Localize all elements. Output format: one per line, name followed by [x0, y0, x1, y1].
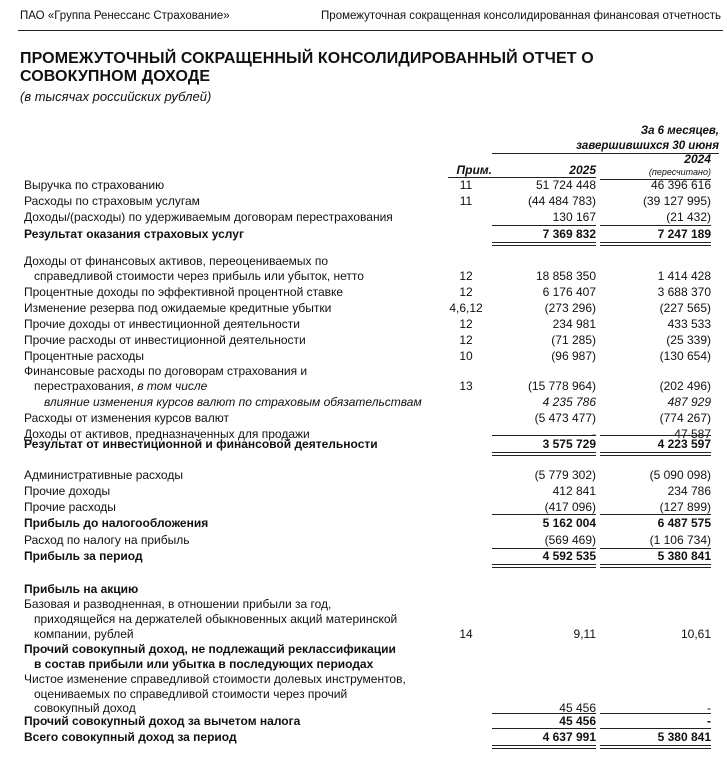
row-value-2024: 433 533 [667, 317, 711, 331]
row-value-2024: 1 414 428 [657, 269, 711, 283]
note-column-header: Прим. [448, 163, 492, 178]
units-subtitle: (в тысячах российских рублей) [20, 89, 212, 104]
row-value-2024: (130 654) [659, 349, 711, 363]
table-row-total [0, 730, 727, 746]
row-label: Прочий совокупный доход за вычетом налога [24, 714, 301, 728]
row-value-2024: - [707, 701, 711, 715]
row-label: Расход по налогу на прибыль [24, 533, 190, 547]
row-note: 12 [459, 269, 473, 283]
row-value-2024: 3 688 370 [657, 285, 711, 299]
row-value-2024: 4 223 597 [657, 437, 711, 451]
subtotal-rule [600, 435, 711, 436]
row-label: влияние изменения курсов валют по страховым обязательствам [44, 395, 422, 409]
row-value-2024: 5 380 841 [657, 730, 711, 744]
row-value-2025: 51 724 448 [535, 178, 596, 192]
row-label: Результат от инвестиционной и финансовой деятельности [24, 437, 378, 451]
row-label: оцениваемых по справедливой стоимости через прочий [34, 687, 348, 701]
row-value-2024: (202 496) [659, 379, 711, 393]
row-label: Прибыль до налогообложения [24, 516, 209, 530]
row-value-2024: 46 396 616 [650, 178, 711, 192]
row-value-2025: 4 592 535 [542, 549, 596, 563]
row-value-2025: 4 235 786 [542, 395, 596, 409]
row-note: 13 [459, 379, 473, 393]
year-2024-header [600, 153, 711, 180]
row-label: Прочие доходы [24, 484, 111, 498]
table-row-total [0, 437, 727, 453]
row-note: 4,6,12 [449, 301, 483, 315]
total-double-rule [600, 564, 711, 568]
row-label: Процентные расходы [24, 349, 145, 363]
row-label: Изменение резерва под ожидаемые кредитные убытки [24, 301, 332, 315]
row-note: 12 [459, 285, 473, 299]
row-label: Базовая и разводненная, в отношении прибыли за год, [24, 597, 332, 611]
subtotal-rule [492, 225, 596, 226]
row-label: Процентные доходы по эффективной процентной ставке [24, 285, 344, 299]
company-name: ПАО «Группа Ренессанс Страхование» [20, 10, 230, 22]
row-label: Выручка по страхованию [24, 178, 165, 192]
row-value-2024: 6 487 575 [657, 516, 711, 530]
row-value-2025: 5 162 004 [542, 516, 596, 530]
subtotal-rule [600, 514, 711, 515]
table-row [0, 194, 727, 210]
row-value-2025: 412 841 [552, 484, 596, 498]
total-double-rule [492, 242, 596, 246]
table-row [0, 254, 727, 270]
row-value-2024: (25 339) [666, 333, 711, 347]
row-label: Финансовые расходы по договорам страхования и [24, 364, 308, 378]
table-row [0, 411, 727, 427]
row-value-2025: (96 987) [551, 349, 596, 363]
row-label: Прибыль за период [24, 549, 143, 563]
row-note: 14 [459, 627, 473, 641]
row-label: Административные расходы [24, 468, 183, 482]
row-value-2025: 45 456 [559, 701, 596, 715]
row-label: Расходы по страховым услугам [24, 194, 200, 208]
table-row [0, 349, 727, 365]
table-row [0, 285, 727, 301]
row-label: Прибыль на акцию [24, 582, 139, 596]
row-value-2025: 9,11 [573, 627, 596, 641]
row-label: справедливой стоимости через прибыль или убыток, нетто [34, 269, 364, 283]
row-value-2024: 10,61 [680, 627, 711, 641]
header-rule [18, 30, 723, 31]
title-line-1: ПРОМЕЖУТОЧНЫЙ СОКРАЩЕННЫЙ КОНСОЛИДИРОВАННЫЙ ОТЧЕТ О [20, 50, 594, 67]
table-row [0, 364, 727, 380]
subtotal-rule [492, 435, 596, 436]
row-value-2024: 5 380 841 [657, 549, 711, 563]
row-value-2025: 6 176 407 [542, 285, 596, 299]
table-row [0, 533, 727, 549]
row-value-2025: 18 858 350 [535, 269, 596, 283]
year-2025-header: 2025 [492, 163, 596, 178]
table-row-section [0, 582, 727, 598]
table-row [0, 269, 727, 285]
row-note: 10 [459, 349, 473, 363]
table-row [0, 210, 727, 226]
row-value-2024: (774 267) [659, 411, 711, 425]
row-label [34, 379, 454, 393]
title-line-2: СОВОКУПНОМ ДОХОДЕ [20, 68, 211, 85]
total-double-rule [492, 745, 596, 749]
table-row [0, 612, 727, 628]
row-label: в состав прибыли или убытка в последующих периодах [34, 657, 374, 671]
row-label: Всего совокупный доход за период [24, 730, 237, 744]
row-label: Прочий совокупный доход, не подлежащий реклассификации [24, 642, 396, 656]
table-row-section [0, 642, 727, 658]
row-label: Чистое изменение справедливой стоимости долевых инструментов, [24, 672, 406, 686]
period-line-1: За 6 месяцев, [640, 125, 719, 137]
total-double-rule [600, 745, 711, 749]
row-label: Прочие доходы от инвестиционной деятельности [24, 317, 300, 331]
table-row [0, 468, 727, 484]
total-double-rule [600, 242, 711, 246]
table-row [0, 627, 727, 643]
row-value-2025: 130 167 [552, 210, 596, 224]
row-label: Прочие расходы от инвестиционной деятельности [24, 333, 306, 347]
row-value-2024: (127 899) [659, 500, 711, 514]
table-row [0, 484, 727, 500]
row-value-2025: 4 637 991 [542, 730, 596, 744]
row-value-2025: (15 778 964) [527, 379, 596, 393]
period-line-2: завершившихся 30 июня [576, 140, 719, 152]
row-note: 11 [459, 178, 473, 192]
total-double-rule [600, 452, 711, 456]
subtotal-rule [600, 225, 711, 226]
row-value-2025: 3 575 729 [542, 437, 596, 451]
row-value-2024: (21 432) [666, 210, 711, 224]
restated-label: (пересчитано) [648, 167, 711, 177]
table-row-total [0, 549, 727, 565]
row-value-2025: (569 469) [544, 533, 596, 547]
row-value-2025: (5 473 477) [534, 411, 596, 425]
row-label: компании, рублей [34, 627, 134, 641]
total-double-rule [492, 452, 596, 456]
row-value-2024: (1 106 734) [649, 533, 711, 547]
table-row [0, 301, 727, 317]
page-title [20, 50, 594, 86]
year-2024-label: 2024 [684, 152, 711, 166]
row-note: 12 [459, 333, 473, 347]
table-row-section [0, 657, 727, 673]
row-value-2024: 47 587 [674, 427, 711, 441]
row-value-2025: 234 981 [552, 317, 596, 331]
row-value-2024: (5 090 098) [649, 468, 711, 482]
row-value-2025: (417 096) [544, 500, 596, 514]
row-value-2024: (39 127 995) [642, 194, 711, 208]
table-row [0, 379, 727, 395]
row-value-2024: - [707, 714, 711, 728]
row-label: Доходы от финансовых активов, переоцениваемых по [24, 254, 329, 268]
total-double-rule [492, 564, 596, 568]
row-value-2024: 487 929 [667, 395, 711, 409]
row-value-2025: - [592, 427, 596, 441]
table-row-total [0, 227, 727, 243]
row-note: 12 [459, 317, 473, 331]
subtotal-rule [600, 728, 711, 729]
row-value-2024: (227 565) [659, 301, 711, 315]
row-label: Доходы/(расходы) по удерживаемым договорам перестрахования [24, 210, 393, 224]
row-value-2025: (71 285) [551, 333, 596, 347]
row-label: Расходы от изменения курсов валют [24, 411, 229, 425]
row-value-2024: 7 247 189 [657, 227, 711, 241]
table-row-total [0, 516, 727, 532]
row-value-2024: 234 786 [667, 484, 711, 498]
row-note: 11 [459, 194, 473, 208]
row-label: совокупный доход [34, 701, 136, 715]
period-header [479, 124, 719, 154]
row-label: Доходы от активов, предназначенных для продажи [24, 427, 310, 441]
row-value-2025: 7 369 832 [542, 227, 596, 241]
subtotal-rule [492, 514, 596, 515]
row-label: приходящейся на держателей обыкновенных акций материнской [34, 612, 398, 626]
subtotal-rule [492, 728, 596, 729]
table-row [0, 597, 727, 613]
table-row [0, 672, 727, 688]
row-value-2025: (44 484 783) [527, 194, 596, 208]
table-row [0, 395, 727, 411]
row-label: Результат оказания страховых услуг [24, 227, 244, 241]
table-row [0, 333, 727, 349]
row-value-2025: (273 296) [544, 301, 596, 315]
row-value-2025: (5 779 302) [534, 468, 596, 482]
table-row [0, 178, 727, 194]
row-label-main: перестрахования, [34, 379, 134, 393]
report-type: Промежуточная сокращенная консолидированная финансовая отчетность [321, 10, 721, 22]
row-label-emphasis: в том числе [137, 379, 208, 393]
table-row [0, 317, 727, 333]
row-label: Прочие расходы [24, 500, 116, 514]
row-value-2025: 45 456 [559, 714, 596, 728]
